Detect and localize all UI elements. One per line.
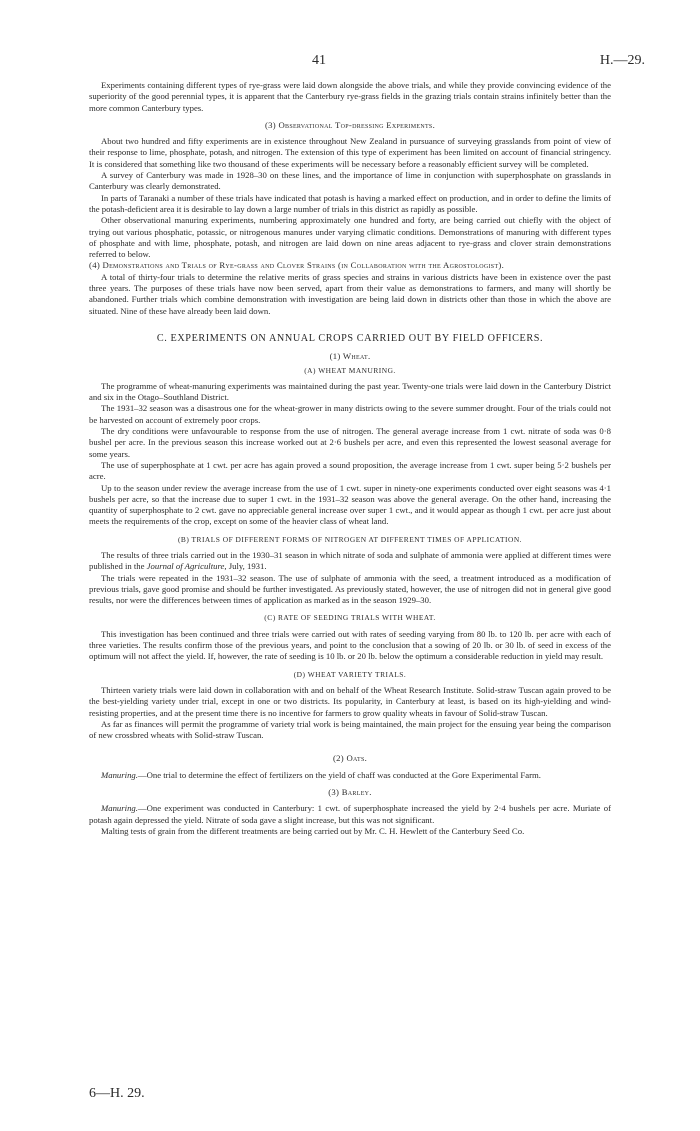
section-heading: (2) Oats. — [332, 753, 368, 764]
paragraph: A total of thirty-four trials to determine the relative merits of grass species and strains in various districts have been in existence over the past three years. The purposes of these trials have now been served, apart from their value as demonstrations to farmers, and many will shortly be abandoned. Further trials which combine demonstration with investigation are being laid down in districts other than those in which the above are situated. Nine of these have already been laid down. — [89, 271, 611, 316]
paragraph: The dry conditions were unfavourable to response from the use of nitrogen. The general average increase from 1 cwt. nitrate of soda was 0·8 bushel per acre. In the previous season this increase worked out at 2·6 bushels per acre, and even this represented the lowest seasonal average for some years. — [89, 426, 611, 459]
paragraph: A survey of Canterbury was made in 1928–30 on these lines, and the importance of lime in conjunction with superphosphate on grasslands in Canterbury was clearly demonstrated. — [89, 170, 611, 192]
section-heading: (4) Demonstrations and Trials of Rye-grass and Clover Strains (in Collaboration with the Agrostologist). — [89, 260, 505, 271]
text-run: —One experiment was conducted in Canterbury: 1 cwt. of superphosphate increased the yield by 2·4 bushels per acre. Muriate of potash again depressed the yield. Nitrate of soda gave a slight increase, but this was not significant. — [89, 803, 611, 825]
paragraph: This investigation has been continued and three trials were carried out with rates of seeding varying from 80 lb. to 120 lb. per acre with each of three varieties. The results confirm those of the previous years, and point to the conclusion that a sowing of 20 lb. or 30 lb. of seed in excess of the optimum will not affect the yield. If, however, the rate of seeding is 10 lb. or 20 lb. below the optimum a considerable reduction in yield may result. — [89, 628, 611, 662]
paragraph: About two hundred and fifty experiments are in existence throughout New Zealand in pursuance of surveying grasslands from point of view of their response to lime, phosphate, potash, and nitrogen. The extension of this type of experiment has been limited on account of financial stringency. It is considered that something like two thousand of these experiments will be necessary before a reasonably efficient survey will be completed. — [89, 136, 611, 169]
paragraph: The use of superphosphate at 1 cwt. per acre has again proved a sound proposition, the average increase from 1 cwt. super being 5·2 bushels per acre. — [89, 459, 611, 482]
run-in-heading: Manuring. — [101, 803, 138, 814]
run-in-heading: Manuring. — [101, 769, 138, 780]
text-run: The results of three trials carried out in the 1930–31 season in which nitrate of soda and sulphate of ammonia were applied at different times were published in the — [89, 549, 611, 572]
subsection-heading: (B) TRIALS OF DIFFERENT FORMS OF NITROGEN AT DIFFERENT TIMES OF APPLICATION. — [177, 534, 523, 544]
document-body — [89, 80, 611, 837]
paragraph: The 1931–32 season was a disastrous one for the wheat-grower in many districts owing to the severe summer drought. Four of the trials could not be harvested on account of extremely poor crops. — [89, 403, 611, 425]
subsection-heading: (D) WHEAT VARIETY TRIALS. — [293, 669, 407, 679]
paragraph — [89, 770, 611, 781]
chapter-heading: C. EXPERIMENTS ON ANNUAL CROPS CARRIED OUT BY FIELD OFFICERS. — [156, 332, 544, 344]
section-heading: (1) Wheat. — [329, 351, 371, 362]
paragraph: In parts of Taranaki a number of these trials have indicated that potash is having a marked effect on production, and in order to define the limits of the potash-deficient area it is desirable to lay down a large number of trials in this district as rapidly as possible. — [89, 192, 611, 214]
paragraph: Up to the season under review the average increase from the use of 1 cwt. super in ninety-one experiments conducted over eight seasons was 4·1 bushels per acre, so that the increase due to super 1 cwt. in the 1931–32 season was above the general average. On the other hand, increasing the quantity of superphosphate to 2 cwt. gave no appreciable general increase over super 1 cwt., and it would appear as though 1 cwt. per acre just about meets the requirements of the crop, except on some of the heavier class of wheat land. — [89, 482, 611, 527]
document-code: H.—29. — [599, 53, 645, 68]
subsection-heading: (C) RATE OF SEEDING TRIALS WITH WHEAT. — [264, 613, 436, 623]
paragraph: As far as finances will permit the programme of variety trial work is being maintained, the main project for the ensuing year being the comparison of new crossbred wheats with Solid-straw Tuscan. — [89, 718, 611, 741]
page-number: 41 — [312, 53, 326, 68]
section-heading: (3) Observational Top-dressing Experiments. — [264, 119, 436, 130]
paragraph: The programme of wheat-manuring experiments was maintained during the past year. Twenty-one trials were laid down in the Canterbury District and six in the Otago–Southland District. — [89, 380, 611, 403]
text-run: —One trial to determine the effect of fertilizers on the yield of chaff was conducted at the Gore Experimental Farm. — [137, 769, 541, 780]
paragraph: Malting tests of grain from the different treatments are being carried out by Mr. C. H. Hewlett of the Canterbury Seed Co. — [101, 825, 525, 836]
signature-mark: 6—H. 29. — [89, 1086, 145, 1101]
paragraph: Experiments containing different types of rye-grass were laid down alongside the above trials, and while they provide convincing evidence of the superiority of the good perennial types, it is apparent that the Canterbury rye-grass fields in the grazing trials contain strains infinitely better than the more common Canterbury types. — [89, 80, 611, 113]
paragraph: Other observational manuring experiments, numbering approximately one hundred and forty, are being carried out chiefly with the object of trying out various phosphatic, potassic, or nitrogenous manures under varying climatic conditions. Demonstrations of manuring with different types of phosphate and with lime, phosphate, potash, and nitrogen are laid down on nine areas adjacent to rye-grass and clover strain demonstrations referred to below. — [89, 215, 611, 260]
paragraph — [89, 803, 611, 826]
paragraph: The trials were repeated in the 1931–32 season. The use of sulphate of ammonia with the seed, a treatment introduced as a modification of previous trials, gave good promise and should be further investigated. As previously stated, however, the use of nitrogen did not in general give good results, nor were the differences between times of application as marked as in the season 1929–30. — [89, 572, 611, 606]
section-heading: (3) Barley. — [328, 787, 372, 798]
text-run: , July, 1931. — [224, 561, 267, 572]
paragraph — [89, 550, 611, 573]
subsection-heading: (A) WHEAT MANURING. — [304, 365, 396, 375]
journal-title: Journal of Agriculture — [146, 561, 225, 572]
paragraph: Thirteen variety trials were laid down in collaboration with and on behalf of the Wheat Research Institute. Solid-straw Tuscan again proved to be the best-yielding variety under trial, except in one or two districts. Its popularity, in Canterbury at least, is based on its high-yielding and wind-resisting properties, and at the present time there is no incentive for farmers to grow quality wheats in favour of Solid-straw Tuscan. — [89, 684, 611, 718]
